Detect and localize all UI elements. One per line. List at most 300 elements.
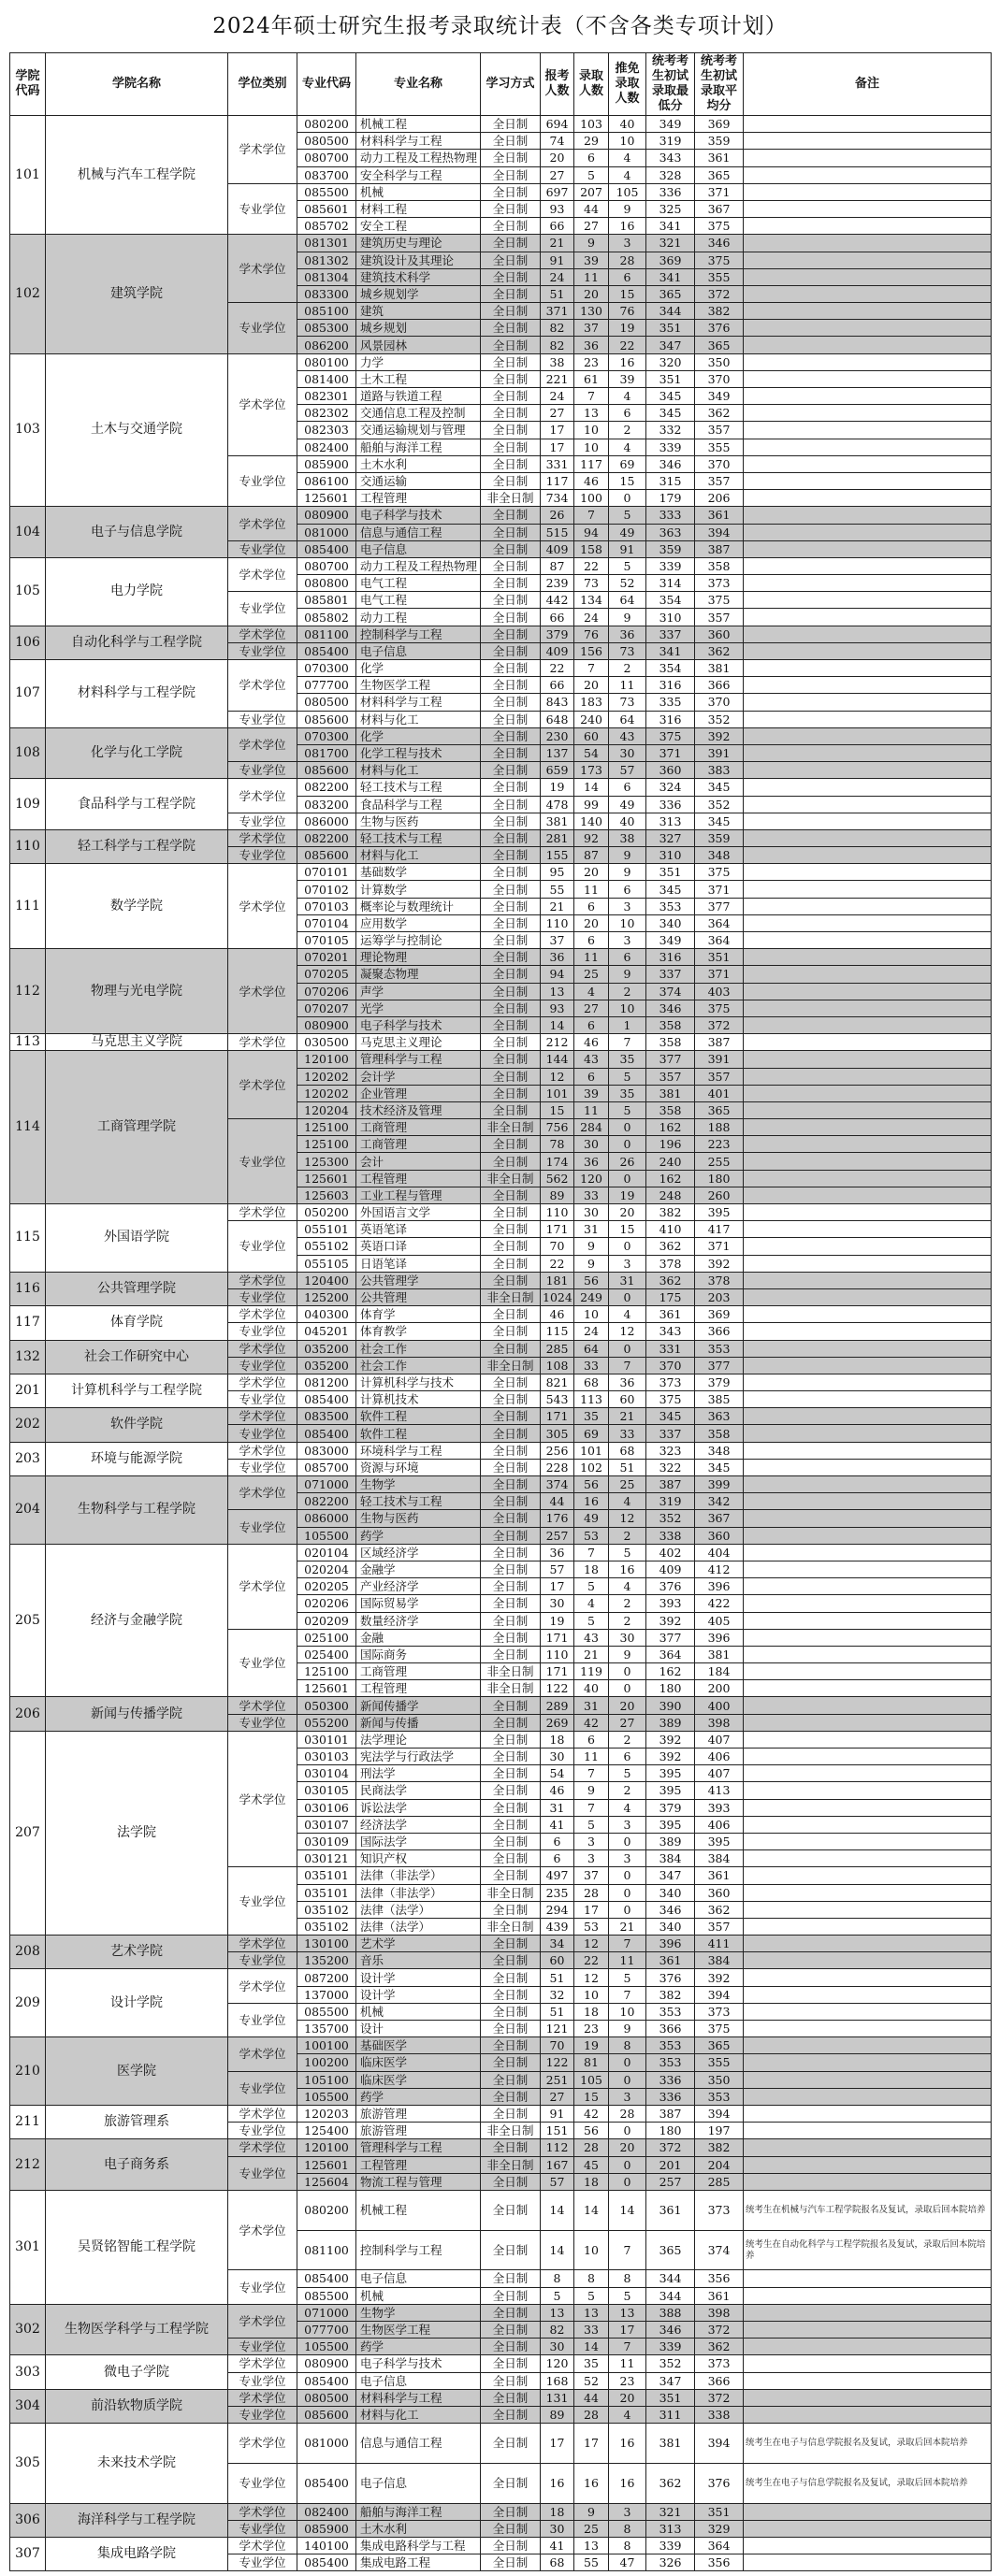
study-mode: 全日制: [481, 796, 541, 813]
school-code: 306: [10, 2503, 46, 2537]
major-name: 材料工程: [356, 200, 481, 217]
major-code: 085600: [297, 762, 356, 779]
major-name: 法学理论: [356, 1731, 481, 1748]
remark-cell: [744, 1221, 992, 1238]
study-mode: 全日制: [481, 540, 541, 557]
remark-cell: [744, 1629, 992, 1646]
major-name: 社会工作: [356, 1340, 481, 1357]
admitted: 240: [574, 711, 609, 727]
major-name: 安全工程: [356, 218, 481, 235]
major-name: 旅游管理: [356, 2105, 481, 2122]
degree-type: 专业学位: [228, 642, 297, 659]
admitted: 27: [574, 1000, 609, 1016]
major-name: 化学: [356, 727, 481, 744]
exempt-admitted: 6: [609, 779, 646, 796]
major-name: 动力工程及工程热物理: [356, 557, 481, 574]
table-row: [10, 1544, 992, 1561]
degree-type: 学术学位: [228, 2537, 297, 2554]
study-mode: 全日制: [481, 150, 541, 166]
exempt-admitted: 0: [609, 1884, 646, 1901]
major-code: 087200: [297, 1969, 356, 1986]
min-score: 337: [646, 626, 695, 642]
study-mode: 全日制: [481, 1408, 541, 1425]
table-row: [10, 1306, 992, 1323]
admitted: 8: [574, 2270, 609, 2287]
major-name: 区域经济学: [356, 1544, 481, 1561]
study-mode: 全日制: [481, 2230, 541, 2270]
major-code: 086000: [297, 813, 356, 829]
applicants: 17: [541, 2424, 574, 2464]
applicants: 14: [541, 2230, 574, 2270]
applicants: 18: [541, 2503, 574, 2520]
avg-score: 351: [695, 2503, 744, 2520]
min-score: 362: [646, 1272, 695, 1288]
exempt-admitted: 36: [609, 1374, 646, 1390]
exempt-admitted: 2: [609, 1782, 646, 1799]
major-code: 120203: [297, 2105, 356, 2122]
avg-score: 372: [695, 1016, 744, 1033]
avg-score: 375: [695, 592, 744, 609]
exempt-admitted: 16: [609, 1561, 646, 1577]
degree-type: 专业学位: [228, 813, 297, 829]
min-score: 337: [646, 966, 695, 983]
applicants: 1024: [541, 1288, 574, 1305]
admitted: 39: [574, 1085, 609, 1101]
avg-score: 357: [695, 1068, 744, 1085]
study-mode: 全日制: [481, 439, 541, 455]
study-mode: 非全日制: [481, 1663, 541, 1680]
exempt-admitted: 12: [609, 1323, 646, 1340]
admitted: 22: [574, 557, 609, 574]
avg-score: 188: [695, 1119, 744, 1136]
min-score: 320: [646, 353, 695, 370]
study-mode: 非全日制: [481, 1170, 541, 1187]
min-score: 345: [646, 388, 695, 405]
admitted: 20: [574, 864, 609, 881]
exempt-admitted: 0: [609, 2071, 646, 2088]
major-code: 083300: [297, 285, 356, 302]
min-score: 321: [646, 2503, 695, 2520]
admitted: 6: [574, 1068, 609, 1085]
remark-cell: [744, 881, 992, 898]
major-name: 诉讼法学: [356, 1799, 481, 1816]
avg-score: 364: [695, 2537, 744, 2554]
admitted: 37: [574, 320, 609, 337]
remark-cell: [744, 353, 992, 370]
school-code: 204: [10, 1476, 46, 1545]
major-code: 070205: [297, 966, 356, 983]
admitted: 28: [574, 2139, 609, 2156]
major-code: 070207: [297, 1000, 356, 1016]
remark-cell: [744, 166, 992, 183]
applicants: 256: [541, 1442, 574, 1459]
admitted: 100: [574, 490, 609, 507]
major-name: 电子信息: [356, 540, 481, 557]
applicants: 32: [541, 1986, 574, 2003]
remark-cell: [744, 1901, 992, 1918]
table-row: [10, 2503, 992, 2520]
major-name: 工程管理: [356, 490, 481, 507]
admitted: 4: [574, 983, 609, 1000]
min-score: 323: [646, 1442, 695, 1459]
exempt-admitted: 9: [609, 2021, 646, 2037]
major-code: 082200: [297, 1493, 356, 1510]
remark-cell: [744, 2372, 992, 2389]
school-code: 105: [10, 557, 46, 626]
study-mode: 全日制: [481, 133, 541, 150]
admitted: 76: [574, 626, 609, 642]
exempt-admitted: 5: [609, 507, 646, 524]
study-mode: 全日制: [481, 864, 541, 881]
study-mode: 全日制: [481, 1101, 541, 1118]
school-name: 食品科学与工程学院: [46, 779, 228, 830]
admitted: 24: [574, 609, 609, 626]
school-code: 132: [10, 1340, 46, 1374]
admitted: 6: [574, 898, 609, 914]
major-code: 100200: [297, 2054, 356, 2071]
avg-score: 338: [695, 2406, 744, 2423]
avg-score: 376: [695, 320, 744, 337]
min-score: 310: [646, 847, 695, 864]
applicants: 137: [541, 744, 574, 761]
remark-cell: [744, 2088, 992, 2105]
avg-score: 367: [695, 1510, 744, 1527]
min-score: 316: [646, 949, 695, 966]
remark-cell: [744, 2287, 992, 2304]
remark-cell: [744, 575, 992, 592]
major-name: 公共管理: [356, 1288, 481, 1305]
degree-type: 学术学位: [228, 1051, 297, 1119]
avg-score: 348: [695, 847, 744, 864]
min-score: 347: [646, 1867, 695, 1884]
major-code: 035200: [297, 1357, 356, 1374]
admitted: 5: [574, 1816, 609, 1833]
degree-type: 专业学位: [228, 2003, 297, 2036]
exempt-admitted: 39: [609, 370, 646, 387]
degree-type: 专业学位: [228, 1629, 297, 1697]
degree-type: 专业学位: [228, 1288, 297, 1305]
admitted: 5: [574, 1578, 609, 1595]
remark-cell: [744, 507, 992, 524]
major-code: 082301: [297, 388, 356, 405]
admitted: 36: [574, 337, 609, 353]
applicants: 5: [541, 2287, 574, 2304]
study-mode: 全日制: [481, 2037, 541, 2054]
major-code: 040300: [297, 1306, 356, 1323]
major-name: 力学: [356, 353, 481, 370]
admitted: 20: [574, 914, 609, 931]
school-code: 104: [10, 507, 46, 558]
admitted: 94: [574, 524, 609, 540]
exempt-admitted: 5: [609, 557, 646, 574]
study-mode: 全日制: [481, 1085, 541, 1101]
major-code: 125604: [297, 2173, 356, 2190]
major-code: 085400: [297, 540, 356, 557]
remark-cell: [744, 1000, 992, 1016]
school-name: 新闻与传播学院: [46, 1697, 228, 1731]
applicants: 131: [541, 2389, 574, 2406]
avg-score: 394: [695, 2424, 744, 2464]
major-name: 马克思主义理论: [356, 1034, 481, 1051]
applicants: 14: [541, 1016, 574, 1033]
remark-cell: [744, 2304, 992, 2321]
admitted: 101: [574, 1442, 609, 1459]
admitted: 53: [574, 1918, 609, 1935]
avg-score: 385: [695, 1391, 744, 1408]
admitted: 130: [574, 303, 609, 320]
applicants: 181: [541, 1272, 574, 1288]
admitted: 3: [574, 1850, 609, 1867]
min-score: 382: [646, 1986, 695, 2003]
min-score: 337: [646, 1425, 695, 1442]
remark-cell: [744, 524, 992, 540]
applicants: 257: [541, 1527, 574, 1544]
exempt-admitted: 7: [609, 2230, 646, 2270]
study-mode: 全日制: [481, 677, 541, 694]
exempt-admitted: 9: [609, 1646, 646, 1662]
table-row: [10, 1969, 992, 1986]
remark-cell: [744, 388, 992, 405]
applicants: 19: [541, 779, 574, 796]
school-code: 113: [10, 1034, 46, 1051]
study-mode: 全日制: [481, 303, 541, 320]
exempt-admitted: 52: [609, 575, 646, 592]
exempt-admitted: 4: [609, 1799, 646, 1816]
exempt-admitted: 7: [609, 1034, 646, 1051]
min-score: 339: [646, 439, 695, 455]
avg-score: 417: [695, 1221, 744, 1238]
remark-cell: [744, 1340, 992, 1357]
school-code: 304: [10, 2389, 46, 2423]
remark-cell: [744, 1918, 992, 1935]
admitted: 140: [574, 813, 609, 829]
remark-cell: [744, 133, 992, 150]
exempt-admitted: 20: [609, 1697, 646, 1714]
remark-cell: [744, 268, 992, 285]
major-code: 120100: [297, 1051, 356, 1068]
remark-cell: 统考生在机械与汽车工程学院报名及复试，录取后回本院培养: [744, 2190, 992, 2230]
exempt-admitted: 0: [609, 1238, 646, 1255]
major-code: 071000: [297, 2304, 356, 2321]
applicants: 497: [541, 1867, 574, 1884]
major-name: 工商管理: [356, 1663, 481, 1680]
exempt-admitted: 0: [609, 2054, 646, 2071]
degree-type: 学术学位: [228, 116, 297, 184]
admitted: 39: [574, 252, 609, 268]
exempt-admitted: 30: [609, 744, 646, 761]
admitted: 54: [574, 744, 609, 761]
remark-cell: [744, 320, 992, 337]
avg-score: 392: [695, 1255, 744, 1272]
applicants: 34: [541, 1936, 574, 1952]
applicants: 8: [541, 2270, 574, 2287]
major-name: 建筑技术科学: [356, 268, 481, 285]
school-code: 110: [10, 829, 46, 863]
avg-score: 353: [695, 1340, 744, 1357]
min-score: 346: [646, 1000, 695, 1016]
remark-cell: [744, 2021, 992, 2037]
remark-cell: [744, 1085, 992, 1101]
avg-score: 412: [695, 1561, 744, 1577]
remark-cell: [744, 1170, 992, 1187]
major-name: 社会工作: [356, 1357, 481, 1374]
exempt-admitted: 2: [609, 1595, 646, 1612]
remark-cell: [744, 1680, 992, 1697]
major-code: 120204: [297, 1101, 356, 1118]
exempt-admitted: 11: [609, 2355, 646, 2372]
avg-score: 357: [695, 472, 744, 489]
degree-type: 专业学位: [228, 2339, 297, 2355]
min-score: 373: [646, 1374, 695, 1390]
exempt-admitted: 0: [609, 1288, 646, 1305]
min-score: 324: [646, 779, 695, 796]
major-code: 070105: [297, 932, 356, 949]
school-name: 设计学院: [46, 1969, 228, 2037]
study-mode: 全日制: [481, 1051, 541, 1068]
major-code: 085900: [297, 2520, 356, 2537]
min-score: 354: [646, 592, 695, 609]
exempt-admitted: 17: [609, 2321, 646, 2338]
admitted: 5: [574, 1612, 609, 1629]
study-mode: 全日制: [481, 2054, 541, 2071]
remark-cell: [744, 1391, 992, 1408]
major-name: 电子信息: [356, 2270, 481, 2287]
school-code: 302: [10, 2304, 46, 2355]
min-score: 341: [646, 642, 695, 659]
major-name: 交通运输: [356, 472, 481, 489]
major-name: 集成电路科学与工程: [356, 2537, 481, 2554]
major-code: 120202: [297, 1085, 356, 1101]
study-mode: 全日制: [481, 1782, 541, 1799]
admitted: 23: [574, 2021, 609, 2037]
study-mode: 全日制: [481, 1833, 541, 1849]
major-name: 机械: [356, 183, 481, 200]
min-score: 322: [646, 1459, 695, 1475]
admitted: 284: [574, 1119, 609, 1136]
school-name: 法学院: [46, 1731, 228, 1935]
min-score: 340: [646, 914, 695, 931]
min-score: 343: [646, 150, 695, 166]
major-code: 020209: [297, 1612, 356, 1629]
major-code: 080700: [297, 557, 356, 574]
remark-cell: [744, 1936, 992, 1952]
major-name: 刑法学: [356, 1765, 481, 1782]
min-score: 332: [646, 422, 695, 439]
applicants: 478: [541, 796, 574, 813]
applicants: 756: [541, 1119, 574, 1136]
applicants: 101: [541, 1085, 574, 1101]
exempt-admitted: 25: [609, 1476, 646, 1493]
admitted: 14: [574, 2339, 609, 2355]
study-mode: 全日制: [481, 2321, 541, 2338]
major-code: 055105: [297, 1255, 356, 1272]
min-score: 344: [646, 2287, 695, 2304]
min-score: 375: [646, 727, 695, 744]
study-mode: 非全日制: [481, 1288, 541, 1305]
major-code: 085802: [297, 609, 356, 626]
exempt-admitted: 23: [609, 2372, 646, 2389]
avg-score: 184: [695, 1663, 744, 1680]
remark-cell: [744, 370, 992, 387]
remark-cell: [744, 949, 992, 966]
avg-score: 345: [695, 1459, 744, 1475]
avg-score: 372: [695, 2389, 744, 2406]
applicants: 171: [541, 1408, 574, 1425]
study-mode: 全日制: [481, 1442, 541, 1459]
applicants: 694: [541, 116, 574, 133]
header-cell: 专业代码: [297, 53, 356, 116]
admitted: 158: [574, 540, 609, 557]
header-cell: 统考考生初试录取最低分: [646, 53, 695, 116]
min-score: 381: [646, 2424, 695, 2464]
applicants: 117: [541, 472, 574, 489]
major-name: 城乡规划学: [356, 285, 481, 302]
remark-cell: [744, 1527, 992, 1544]
admitted: 5: [574, 2287, 609, 2304]
avg-score: 383: [695, 762, 744, 779]
degree-type: 学术学位: [228, 2503, 297, 2520]
school-code: 203: [10, 1442, 46, 1475]
admitted: 6: [574, 1731, 609, 1748]
remark-cell: [744, 744, 992, 761]
admitted: 4: [574, 1595, 609, 1612]
major-code: 135200: [297, 1952, 356, 1969]
exempt-admitted: 9: [609, 966, 646, 983]
study-mode: 全日制: [481, 660, 541, 677]
major-name: 新闻与传播: [356, 1714, 481, 1731]
avg-score: 350: [695, 2071, 744, 2088]
min-score: 180: [646, 2123, 695, 2139]
min-score: 316: [646, 677, 695, 694]
min-score: 370: [646, 1357, 695, 1374]
admitted: 44: [574, 200, 609, 217]
table-row: [10, 2304, 992, 2321]
applicants: 331: [541, 455, 574, 472]
remark-cell: [744, 1714, 992, 1731]
remark-cell: [744, 1459, 992, 1475]
major-name: 音乐: [356, 1952, 481, 1969]
major-name: 法律（非法学）: [356, 1867, 481, 1884]
min-score: 343: [646, 1323, 695, 1340]
admitted: 207: [574, 183, 609, 200]
applicants: 176: [541, 1510, 574, 1527]
school-name: 机械与汽车工程学院: [46, 116, 228, 235]
exempt-admitted: 16: [609, 218, 646, 235]
min-score: 313: [646, 2520, 695, 2537]
study-mode: 全日制: [481, 1527, 541, 1544]
exempt-admitted: 9: [609, 864, 646, 881]
study-mode: 全日制: [481, 914, 541, 931]
applicants: 93: [541, 200, 574, 217]
min-score: 366: [646, 2021, 695, 2037]
school-code: 202: [10, 1408, 46, 1442]
applicants: 294: [541, 1901, 574, 1918]
major-code: 080500: [297, 2389, 356, 2406]
school-name: 数学学院: [46, 864, 228, 949]
major-code: 085801: [297, 592, 356, 609]
remark-cell: [744, 252, 992, 268]
major-code: 140100: [297, 2537, 356, 2554]
avg-score: 260: [695, 1187, 744, 1203]
min-score: 351: [646, 320, 695, 337]
applicants: 121: [541, 2021, 574, 2037]
remark-cell: [744, 1119, 992, 1136]
major-name: 临床医学: [356, 2054, 481, 2071]
remark-cell: [744, 2173, 992, 2190]
remark-cell: [744, 235, 992, 252]
table-row: [10, 1051, 992, 1068]
remark-cell: [744, 1068, 992, 1085]
